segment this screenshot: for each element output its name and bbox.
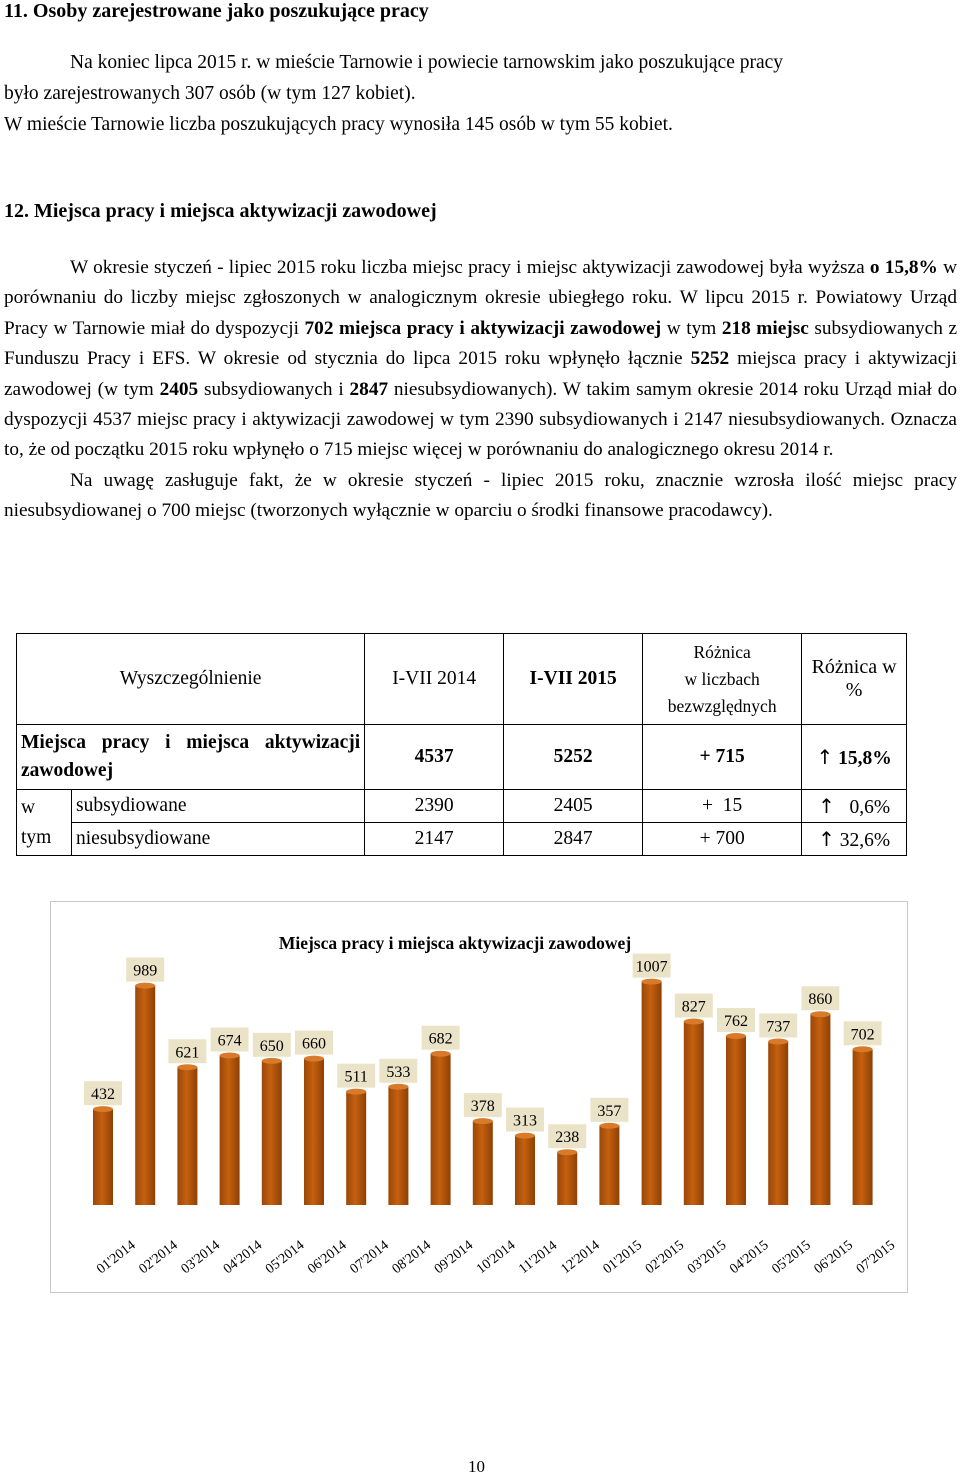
chart-data-label: 511 [344, 1068, 368, 1086]
chart-bar [473, 1121, 493, 1205]
wtym-line: w [21, 796, 36, 818]
chart-data-label: 682 [428, 1030, 453, 1048]
paragraph: było zarejestrowanych 307 osób (w tym 127 kobiet). [4, 83, 416, 104]
chart-tick-label: 06'2015 [811, 1237, 856, 1278]
table-header-cell: I-VII 2014 [365, 634, 504, 725]
arrow-up-icon: ↑ [818, 826, 835, 851]
chart-tick-label: 03'2014 [178, 1237, 223, 1278]
table-cell: + 715 [643, 725, 802, 790]
table-cell: 4537 [365, 725, 504, 790]
chart-data-label: 989 [133, 962, 158, 980]
chart-bar-cap [262, 1058, 282, 1064]
chart-bar-cap [557, 1149, 577, 1155]
table-header-cell: I-VII 2015 [504, 634, 643, 725]
chart-data-label: 660 [302, 1035, 326, 1053]
chart-title: Miejsca pracy i miejsca aktywizacji zawodowej [278, 933, 632, 953]
chart-bar [642, 982, 662, 1205]
bar-chart [50, 901, 908, 1293]
chart-data-label: 860 [808, 991, 833, 1009]
table-cell: 2405 [504, 790, 643, 823]
paragraph [4, 253, 957, 466]
chart-tick-label: 09'2014 [431, 1237, 477, 1278]
table-cell-wtym [17, 790, 72, 856]
text: miejsca pracy i aktywizacji zawodowej (w tym [4, 348, 957, 400]
chart-bar [431, 1054, 451, 1205]
chart-tick-label: 02'2014 [136, 1237, 181, 1278]
wtym-line: tym [21, 826, 52, 848]
chart-bar-cap [853, 1046, 873, 1052]
chart-data-label: 357 [597, 1102, 622, 1120]
chart-bar-cap [431, 1051, 451, 1057]
chart-bar-cap [810, 1011, 830, 1017]
chart-bar-cap [684, 1019, 704, 1025]
table-cell-label: subsydiowane [72, 790, 365, 823]
text-bold: o 15,8% [869, 257, 938, 278]
table-cell [802, 823, 907, 856]
arrow-up-icon: ↑ [816, 744, 834, 769]
chart-data-label: 737 [766, 1018, 791, 1036]
text: subsydiowanych z Funduszu Pracy i EFS. W okresie od stycznia do lipca 2015 roku wpłynęło łącznie [4, 317, 957, 370]
section-11-body [4, 47, 957, 140]
chart-bar-cap [304, 1056, 324, 1062]
text: subsydiowanych i [198, 378, 350, 400]
chart-tick-label: 11'2014 [516, 1238, 561, 1278]
chart-bar [135, 986, 155, 1205]
chart-bar [810, 1014, 830, 1205]
comparison-table [16, 633, 907, 856]
chart-tick-label: 07'2014 [347, 1237, 392, 1278]
chart-bar-cap [768, 1039, 788, 1045]
table-cell [802, 790, 907, 823]
table-cell: 2390 [365, 790, 504, 823]
percent-value: 0,6% [849, 796, 891, 818]
text-bold: 5252 [690, 348, 730, 370]
chart-data-label: 533 [386, 1063, 411, 1081]
percent-value: 32,6% [839, 829, 891, 851]
paragraph: W mieście Tarnowie liczba poszukujących pracy wynosiła 145 osób w tym 55 kobiet. [4, 114, 673, 135]
table-row [17, 790, 907, 823]
chart-bar-cap [93, 1106, 113, 1112]
paragraph: Na uwagę zasługuje fakt, że w okresie styczeń - lipiec 2015 roku, znacznie wzrosła ilość miejsc pracy niesubsydiowanej o 700 miejsc (tworzonych wyłącznie w oparciu o środki finansowe pracodawcy). [4, 469, 957, 522]
section-11-heading: 11. Osoby zarejestrowane jako poszukujące pracy [4, 0, 429, 22]
chart-bar [220, 1055, 240, 1205]
chart-bar-cap [135, 983, 155, 989]
chart-bar [304, 1059, 324, 1205]
header-line: bezwzględnych [667, 695, 777, 716]
section-12-heading: 12. Miejsca pracy i miejsca aktywizacji zawodowej [4, 200, 437, 222]
text-bold: 2847 [349, 378, 389, 400]
chart-bar [599, 1126, 619, 1205]
chart-tick-label: 07'2015 [853, 1237, 899, 1278]
chart-tick-label: 02'2015 [642, 1237, 688, 1278]
chart-data-label: 1007 [635, 958, 668, 976]
text-bold: 218 miejsc [721, 317, 809, 339]
header-line: w liczbach [684, 668, 760, 689]
chart-tick-label: 05'2015 [769, 1237, 814, 1278]
table-cell: 5252 [504, 725, 643, 790]
chart-tick-label: 04'2015 [727, 1237, 772, 1278]
table-cell: + 15 [643, 790, 802, 823]
table-header-cell [643, 634, 802, 725]
table-cell-label: niesubsydiowane [72, 823, 365, 856]
chart-data-label: 378 [470, 1098, 495, 1116]
chart-bar-cap [726, 1033, 746, 1039]
chart-data-label: 827 [681, 998, 706, 1016]
chart-data-label: 674 [217, 1032, 242, 1050]
chart-bar [177, 1067, 197, 1205]
table-cell-label: Miejsca pracy i miejsca aktywizacji zawodowej [17, 725, 365, 790]
chart-tick-label: 10'2014 [474, 1237, 519, 1278]
chart-bar-cap [473, 1118, 493, 1124]
chart-tick-label: 03'2015 [685, 1237, 730, 1278]
chart-tick-label: 01'2015 [600, 1237, 645, 1278]
text: W okresie styczeń - lipiec 2015 roku liczba miejsc pracy i miejsc aktywizacji zawodowej była wyższa [70, 257, 870, 278]
section-12-body [4, 253, 957, 527]
chart-data-label: 702 [850, 1026, 875, 1044]
text: niesubsydiowanych). W takim samym okresie 2014 roku Urząd miał do dyspozycji 4537 miejsc pracy i aktywizacji zawodowej w tym 2390 subsydiowanych i 2147 niesubsydiowanych. Oznacza to, że od początku 2015 roku wpłynęło o 715 miejsc więcej w porównaniu do analogicznego okresu 2014 r. [4, 378, 957, 461]
chart-bar [346, 1092, 366, 1205]
table-row [17, 725, 907, 790]
text: w porównaniu do liczby miejsc zgłoszonych w analogicznym okresie ubiegłego roku. W lipcu 2015 r. Powiatowy Urząd Pracy w Tarnowie miał do dyspozycji [4, 257, 958, 339]
chart-tick-label: 08'2014 [389, 1237, 434, 1278]
header-line: Różnica [693, 641, 751, 662]
table-cell: 2847 [504, 823, 643, 856]
chart-data-label: 432 [91, 1086, 115, 1104]
chart-data-label: 762 [724, 1012, 748, 1030]
paragraph: Na koniec lipca 2015 r. w mieście Tarnowie i powiecie tarnowskim jako poszukujące pracy [70, 52, 784, 73]
chart-bar [768, 1042, 788, 1205]
text-bold: 2405 [159, 378, 199, 400]
page-number: 10 [468, 1457, 485, 1476]
bar-chart-svg [51, 902, 907, 1292]
chart-data-label: 650 [259, 1037, 284, 1055]
table-row [17, 823, 907, 856]
chart-bar [515, 1136, 535, 1205]
chart-bar [557, 1152, 577, 1205]
text-bold: 702 miejsca pracy i aktywizacji zawodowej [304, 317, 662, 339]
table-header-cell: Różnica w % [802, 634, 907, 725]
chart-data-label: 238 [555, 1129, 580, 1147]
chart-bar-cap [515, 1133, 535, 1139]
chart-bar-cap [177, 1064, 197, 1070]
arrow-up-icon: ↑ [818, 793, 835, 818]
table-cell [802, 725, 907, 790]
table-header-row [17, 634, 907, 725]
chart-bar-cap [599, 1123, 619, 1129]
chart-data-label: 621 [175, 1044, 200, 1062]
table-header-cell: Wyszczególnienie [17, 634, 365, 725]
chart-bar-cap [388, 1084, 408, 1090]
chart-data-label: 313 [513, 1112, 537, 1130]
chart-bar [262, 1061, 282, 1205]
chart-bar-cap [642, 979, 662, 985]
chart-tick-label: 04'2014 [220, 1237, 266, 1278]
chart-bar [93, 1109, 113, 1205]
chart-tick-label: 06'2014 [305, 1237, 350, 1278]
chart-bar [853, 1049, 873, 1205]
text: w tym [661, 317, 722, 339]
table-cell: 2147 [365, 823, 504, 856]
chart-bar [726, 1036, 746, 1205]
chart-bar [684, 1022, 704, 1205]
chart-bar [388, 1087, 408, 1205]
chart-tick-label: 01'2014 [94, 1237, 139, 1278]
chart-tick-label: 05'2014 [263, 1237, 308, 1278]
chart-tick-label: 12'2014 [558, 1237, 603, 1278]
chart-bar-cap [220, 1052, 240, 1058]
table-cell: + 700 [643, 823, 802, 856]
chart-bar-cap [346, 1089, 366, 1095]
percent-value: 15,8% [838, 747, 892, 769]
